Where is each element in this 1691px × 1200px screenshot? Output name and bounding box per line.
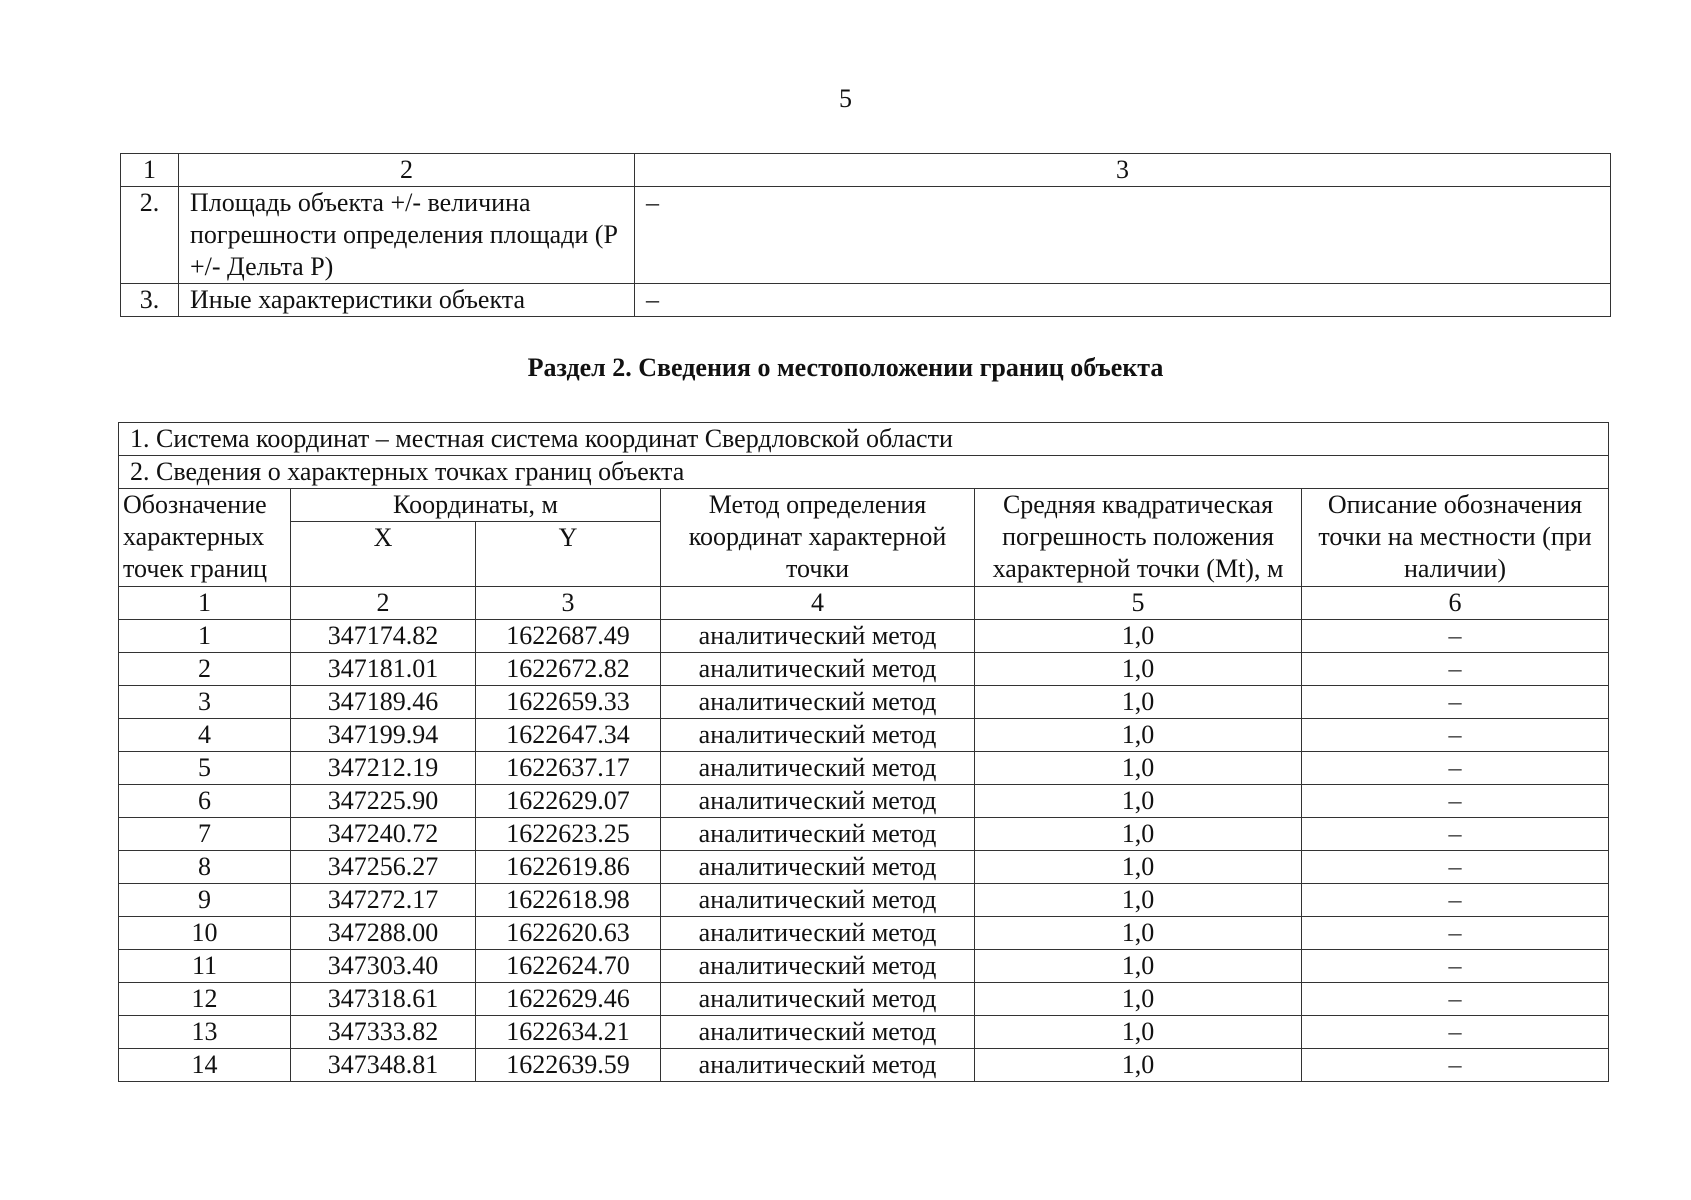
y-coordinate: 1622624.70: [476, 950, 661, 983]
y-coordinate: 1622618.98: [476, 884, 661, 917]
error-header: Средняя квадратическая погрешность положения характерной точки (Mt), м: [975, 489, 1302, 587]
y-coordinate: 1622647.34: [476, 719, 661, 752]
area-value: –: [635, 187, 1611, 284]
table-row: [119, 1016, 1609, 1049]
table-row: [119, 620, 1609, 653]
column-number-5: 5: [975, 587, 1302, 620]
error-cell: 1,0: [975, 983, 1302, 1016]
table-row: [119, 752, 1609, 785]
table-row: [119, 917, 1609, 950]
column-number-3: 3: [635, 154, 1611, 187]
description-cell: –: [1302, 983, 1609, 1016]
error-cell: 1,0: [975, 851, 1302, 884]
table-row: [119, 653, 1609, 686]
x-coordinate: 347272.17: [291, 884, 476, 917]
description-cell: –: [1302, 1049, 1609, 1082]
method-cell: аналитический метод: [661, 851, 975, 884]
method-cell: аналитический метод: [661, 719, 975, 752]
error-cell: 1,0: [975, 1016, 1302, 1049]
point-number: 8: [119, 851, 291, 884]
error-cell: 1,0: [975, 686, 1302, 719]
y-header: Y: [476, 522, 661, 587]
y-coordinate: 1622623.25: [476, 818, 661, 851]
error-cell: 1,0: [975, 785, 1302, 818]
x-coordinate: 347256.27: [291, 851, 476, 884]
point-number: 3: [119, 686, 291, 719]
column-number-2: 2: [179, 154, 635, 187]
description-cell: –: [1302, 851, 1609, 884]
description-cell: –: [1302, 653, 1609, 686]
area-label: Площадь объекта +/- величина погрешности определения площади (Р +/- Дельта Р): [179, 187, 635, 284]
x-coordinate: 347225.90: [291, 785, 476, 818]
x-header: X: [291, 522, 476, 587]
y-coordinate: 1622639.59: [476, 1049, 661, 1082]
error-cell: 1,0: [975, 818, 1302, 851]
y-coordinate: 1622637.17: [476, 752, 661, 785]
designation-header: Обозначение характерных точек границ: [119, 489, 291, 587]
method-cell: аналитический метод: [661, 1016, 975, 1049]
point-number: 12: [119, 983, 291, 1016]
description-cell: –: [1302, 917, 1609, 950]
point-number: 13: [119, 1016, 291, 1049]
description-cell: –: [1302, 950, 1609, 983]
point-number: 5: [119, 752, 291, 785]
point-number: 7: [119, 818, 291, 851]
table-row: [121, 284, 1611, 317]
description-cell: –: [1302, 752, 1609, 785]
points-title: 2. Сведения о характерных точках границ объекта: [119, 456, 1609, 489]
table-row: [119, 818, 1609, 851]
coordinate-system-row: [119, 423, 1609, 456]
row-number: 3.: [121, 284, 179, 317]
column-number-1: 1: [121, 154, 179, 187]
description-cell: –: [1302, 719, 1609, 752]
description-cell: –: [1302, 686, 1609, 719]
other-characteristics-label: Иные характеристики объекта: [179, 284, 635, 317]
error-cell: 1,0: [975, 653, 1302, 686]
column-number-6: 6: [1302, 587, 1609, 620]
point-number: 10: [119, 917, 291, 950]
x-coordinate: 347303.40: [291, 950, 476, 983]
y-coordinate: 1622629.46: [476, 983, 661, 1016]
error-cell: 1,0: [975, 752, 1302, 785]
error-cell: 1,0: [975, 917, 1302, 950]
table-header-row: [119, 489, 1609, 522]
description-header: Описание обозначения точки на местности (при наличии): [1302, 489, 1609, 587]
column-number-3: 3: [476, 587, 661, 620]
page-number: 5: [839, 84, 852, 113]
point-number: 4: [119, 719, 291, 752]
y-coordinate: 1622687.49: [476, 620, 661, 653]
method-cell: аналитический метод: [661, 620, 975, 653]
x-coordinate: 347174.82: [291, 620, 476, 653]
coords-header: Координаты, м: [291, 489, 661, 522]
boundary-points-table: [118, 422, 1609, 1082]
y-coordinate: 1622659.33: [476, 686, 661, 719]
column-number-4: 4: [661, 587, 975, 620]
table-header-row: [121, 154, 1611, 187]
x-coordinate: 347318.61: [291, 983, 476, 1016]
error-cell: 1,0: [975, 719, 1302, 752]
x-coordinate: 347240.72: [291, 818, 476, 851]
point-number: 11: [119, 950, 291, 983]
x-coordinate: 347212.19: [291, 752, 476, 785]
error-cell: 1,0: [975, 884, 1302, 917]
object-characteristics-table: [120, 153, 1611, 317]
table-row: [119, 686, 1609, 719]
column-number-1: 1: [119, 587, 291, 620]
table-row: [119, 950, 1609, 983]
column-number-2: 2: [291, 587, 476, 620]
row-number: 2.: [121, 187, 179, 284]
method-cell: аналитический метод: [661, 917, 975, 950]
table-row: [119, 719, 1609, 752]
method-cell: аналитический метод: [661, 785, 975, 818]
x-coordinate: 347288.00: [291, 917, 476, 950]
error-cell: 1,0: [975, 950, 1302, 983]
method-cell: аналитический метод: [661, 686, 975, 719]
coordinate-system: 1. Система координат – местная система координат Свердловской области: [119, 423, 1609, 456]
point-number: 9: [119, 884, 291, 917]
description-cell: –: [1302, 1016, 1609, 1049]
points-body: [119, 620, 1609, 1082]
points-title-row: [119, 456, 1609, 489]
description-cell: –: [1302, 818, 1609, 851]
y-coordinate: 1622619.86: [476, 851, 661, 884]
y-coordinate: 1622620.63: [476, 917, 661, 950]
x-coordinate: 347189.46: [291, 686, 476, 719]
point-number: 6: [119, 785, 291, 818]
y-coordinate: 1622629.07: [476, 785, 661, 818]
method-cell: аналитический метод: [661, 1049, 975, 1082]
table-row: [119, 785, 1609, 818]
x-coordinate: 347348.81: [291, 1049, 476, 1082]
point-number: 1: [119, 620, 291, 653]
y-coordinate: 1622634.21: [476, 1016, 661, 1049]
section-title: Раздел 2. Сведения о местоположении границ объекта: [527, 353, 1164, 382]
point-number: 2: [119, 653, 291, 686]
table-row: [121, 187, 1611, 284]
description-cell: –: [1302, 620, 1609, 653]
y-coordinate: 1622672.82: [476, 653, 661, 686]
other-characteristics-value: –: [635, 284, 1611, 317]
point-number: 14: [119, 1049, 291, 1082]
column-numbers-row: [119, 587, 1609, 620]
method-cell: аналитический метод: [661, 752, 975, 785]
x-coordinate: 347181.01: [291, 653, 476, 686]
x-coordinate: 347333.82: [291, 1016, 476, 1049]
method-cell: аналитический метод: [661, 983, 975, 1016]
table-row: [119, 1049, 1609, 1082]
error-cell: 1,0: [975, 1049, 1302, 1082]
table-row: [119, 884, 1609, 917]
method-cell: аналитический метод: [661, 818, 975, 851]
table-row: [119, 983, 1609, 1016]
description-cell: –: [1302, 884, 1609, 917]
method-cell: аналитический метод: [661, 653, 975, 686]
description-cell: –: [1302, 785, 1609, 818]
error-cell: 1,0: [975, 620, 1302, 653]
method-cell: аналитический метод: [661, 884, 975, 917]
table-row: [119, 851, 1609, 884]
method-header: Метод определения координат характерной точки: [661, 489, 975, 587]
x-coordinate: 347199.94: [291, 719, 476, 752]
method-cell: аналитический метод: [661, 950, 975, 983]
